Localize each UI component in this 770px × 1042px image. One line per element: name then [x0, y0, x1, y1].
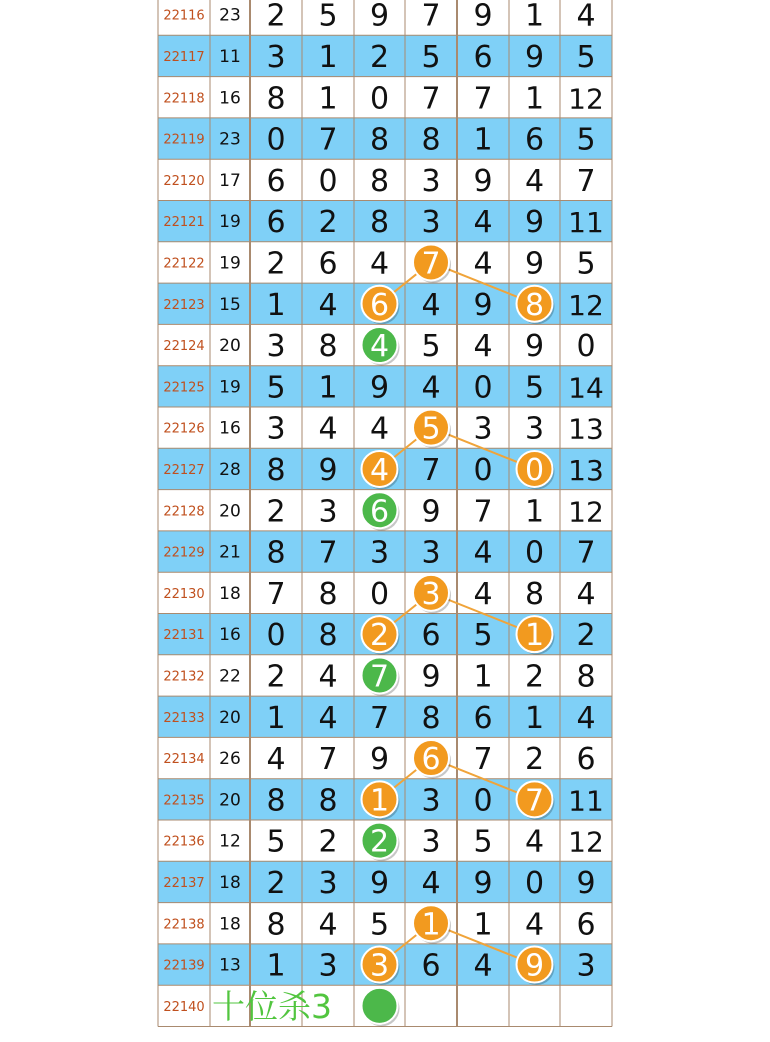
digit-cell: 4 — [524, 824, 545, 860]
digit-cell: 8 — [266, 81, 286, 117]
sum-value: 19 — [219, 253, 241, 274]
digit-cell: 3 — [421, 535, 441, 571]
sum-value: 20 — [219, 501, 241, 522]
sum-value: 11 — [219, 46, 241, 67]
digit-cell: 6 — [421, 948, 441, 984]
digit-cell: 1 — [524, 618, 545, 654]
digit-cell: 4 — [576, 576, 596, 612]
sum-value: 26 — [219, 749, 241, 770]
digit-cell: 3 — [369, 535, 390, 571]
digit-cell: 12 — [568, 495, 604, 529]
digit-cell: 8 — [369, 163, 390, 199]
digit-cell: 3 — [576, 948, 596, 984]
digit-cell: 2 — [369, 824, 390, 860]
digit-cell: 4 — [576, 0, 596, 34]
digit-cell: 9 — [576, 865, 596, 901]
digit-cell: 7 — [421, 81, 441, 117]
digit-cell: 3 — [524, 411, 545, 447]
sum-value: 12 — [219, 831, 241, 852]
digit-cell: 5 — [266, 824, 286, 860]
digit-cell: 9 — [318, 452, 338, 488]
digit-cell: 6 — [576, 742, 596, 778]
digit-cell: 9 — [524, 329, 545, 365]
issue-number: 22131 — [163, 628, 205, 644]
digit-cell: 2 — [318, 205, 338, 241]
digit-cell: 12 — [568, 82, 604, 116]
green-marker — [362, 988, 398, 1024]
digit-cell: 8 — [266, 783, 286, 819]
issue-number: 22121 — [163, 215, 205, 231]
digit-cell: 4 — [318, 907, 338, 943]
digit-cell: 14 — [568, 371, 604, 405]
digit-cell: 5 — [576, 246, 596, 282]
kill-note: 十位杀3 — [212, 986, 332, 1026]
digit-cell: 9 — [473, 163, 493, 199]
digit-cell: 1 — [473, 907, 493, 943]
digit-cell: 3 — [266, 411, 286, 447]
issue-number: 22138 — [163, 917, 205, 933]
sum-value: 23 — [219, 129, 241, 150]
digit-cell: 5 — [421, 39, 441, 75]
digit-cell: 6 — [524, 122, 545, 158]
digit-cell: 0 — [524, 535, 545, 571]
digit-cell: 1 — [524, 81, 545, 117]
digit-cell: 9 — [473, 287, 493, 323]
digit-cell: 11 — [568, 206, 604, 240]
issue-number: 22134 — [163, 752, 205, 768]
digit-cell: 6 — [318, 246, 338, 282]
digit-cell: 3 — [421, 824, 441, 860]
digit-cell: 11 — [568, 784, 604, 818]
issue-number: 22123 — [163, 297, 205, 313]
digit-cell: 5 — [576, 39, 596, 75]
digit-cell: 7 — [524, 783, 545, 819]
sum-value: 16 — [219, 88, 241, 109]
issue-number: 22126 — [163, 421, 205, 437]
digit-cell: 7 — [473, 494, 493, 530]
digit-cell: 2 — [524, 742, 545, 778]
digit-cell: 6 — [421, 618, 441, 654]
digit-cell: 9 — [524, 948, 545, 984]
digit-cell: 7 — [473, 81, 493, 117]
digit-cell: 4 — [318, 287, 338, 323]
digit-cell: 13 — [568, 412, 604, 446]
digit-cell: 1 — [318, 81, 338, 117]
digit-cell: 7 — [318, 122, 338, 158]
sum-value: 16 — [219, 418, 241, 439]
digit-cell: 4 — [473, 329, 493, 365]
digit-cell: 4 — [421, 287, 441, 323]
digit-cell: 4 — [369, 329, 390, 365]
digit-cell: 5 — [369, 907, 390, 943]
digit-cell: 7 — [421, 246, 441, 282]
digit-cell: 4 — [524, 907, 545, 943]
digit-cell: 9 — [524, 205, 545, 241]
digit-cell: 8 — [266, 535, 286, 571]
digit-cell: 4 — [318, 411, 338, 447]
digit-cell: 1 — [524, 700, 545, 736]
digit-cell: 1 — [524, 494, 545, 530]
digit-cell: 9 — [473, 865, 493, 901]
digit-cell: 3 — [318, 494, 338, 530]
digit-cell: 8 — [524, 576, 545, 612]
sum-value: 20 — [219, 707, 241, 728]
digit-cell: 2 — [266, 494, 286, 530]
digit-cell: 1 — [318, 370, 338, 406]
digit-cell: 1 — [266, 948, 286, 984]
issue-number: 22136 — [163, 834, 205, 850]
sum-value: 21 — [219, 542, 241, 563]
digit-cell: 4 — [266, 742, 286, 778]
digit-cell: 2 — [369, 618, 390, 654]
sum-value: 28 — [219, 459, 241, 480]
digit-cell: 0 — [473, 783, 493, 819]
digit-cell: 5 — [421, 329, 441, 365]
digit-cell: 8 — [369, 205, 390, 241]
digit-cell: 8 — [318, 329, 338, 365]
digit-cell: 9 — [524, 39, 545, 75]
digit-cell: 0 — [266, 618, 286, 654]
digit-cell: 7 — [576, 535, 596, 571]
digit-cell: 4 — [473, 576, 493, 612]
digit-cell: 4 — [369, 411, 390, 447]
digit-cell: 4 — [369, 246, 390, 282]
digit-cell: 4 — [473, 205, 493, 241]
digit-cell: 2 — [266, 246, 286, 282]
digit-cell: 2 — [318, 824, 338, 860]
digit-cell: 9 — [369, 0, 390, 34]
digit-cell: 7 — [369, 659, 390, 695]
issue-number: 22117 — [163, 49, 205, 65]
sum-value: 22 — [219, 666, 241, 687]
digit-cell: 13 — [568, 453, 604, 487]
issue-number: 22127 — [163, 462, 205, 478]
issue-number: 22122 — [163, 256, 205, 272]
digit-cell: 0 — [576, 329, 596, 365]
digit-cell: 9 — [369, 742, 390, 778]
issue-number: 22116 — [163, 8, 205, 24]
digit-cell: 7 — [576, 163, 596, 199]
digit-cell: 7 — [421, 452, 441, 488]
digit-cell: 5 — [266, 370, 286, 406]
digit-cell: 2 — [266, 0, 286, 34]
digit-cell: 3 — [266, 39, 286, 75]
digit-cell: 0 — [473, 370, 493, 406]
digit-cell: 3 — [266, 329, 286, 365]
issue-number: 22139 — [163, 958, 205, 974]
digit-cell: 7 — [421, 0, 441, 34]
digit-cell: 8 — [421, 700, 441, 736]
digit-cell: 1 — [524, 0, 545, 34]
issue-number: 22132 — [163, 669, 205, 685]
digit-cell: 3 — [421, 576, 441, 612]
issue-number: 22133 — [163, 710, 205, 726]
issue-number: 22124 — [163, 339, 205, 355]
issue-number: 22130 — [163, 586, 205, 602]
digit-cell: 9 — [369, 370, 390, 406]
issue-number: 22135 — [163, 793, 205, 809]
digit-cell: 4 — [369, 452, 390, 488]
digit-cell: 2 — [524, 659, 545, 695]
digit-cell: 5 — [318, 0, 338, 34]
digit-cell: 7 — [473, 742, 493, 778]
digit-cell: 3 — [421, 783, 441, 819]
digit-cell: 8 — [266, 907, 286, 943]
digit-cell: 6 — [369, 287, 390, 323]
sum-value: 18 — [219, 872, 241, 893]
digit-cell: 8 — [524, 287, 545, 323]
sum-value: 23 — [219, 5, 241, 26]
issue-number: 22119 — [163, 132, 205, 148]
digit-cell: 1 — [473, 122, 493, 158]
sum-value: 19 — [219, 377, 241, 398]
digit-cell: 4 — [318, 659, 338, 695]
digit-cell: 4 — [576, 700, 596, 736]
digit-cell: 7 — [266, 576, 286, 612]
digit-cell: 3 — [421, 163, 441, 199]
digit-cell: 0 — [266, 122, 286, 158]
digit-cell: 1 — [266, 700, 286, 736]
digit-cell: 3 — [318, 948, 338, 984]
digit-cell: 6 — [369, 494, 390, 530]
digit-cell: 5 — [473, 824, 493, 860]
digit-cell: 8 — [318, 783, 338, 819]
digit-cell: 9 — [473, 0, 493, 34]
digit-cell: 8 — [266, 452, 286, 488]
digit-cell: 9 — [524, 246, 545, 282]
digit-cell: 0 — [473, 452, 493, 488]
digit-cell: 1 — [473, 659, 493, 695]
issue-number: 22137 — [163, 875, 205, 891]
sum-value: 19 — [219, 212, 241, 233]
digit-cell: 6 — [473, 700, 493, 736]
sum-value: 15 — [219, 294, 241, 315]
digit-cell: 4 — [473, 246, 493, 282]
digit-cell: 1 — [318, 39, 338, 75]
issue-number: 22120 — [163, 173, 205, 189]
digit-cell: 7 — [369, 700, 390, 736]
digit-cell: 4 — [473, 948, 493, 984]
digit-cell: 8 — [421, 122, 441, 158]
sum-value: 18 — [219, 914, 241, 935]
sum-value: 13 — [219, 955, 241, 976]
digit-cell: 3 — [318, 865, 338, 901]
digit-cell: 6 — [421, 742, 441, 778]
digit-cell: 4 — [421, 370, 441, 406]
issue-number: 22128 — [163, 504, 205, 520]
sum-value: 16 — [219, 625, 241, 646]
digit-cell: 0 — [524, 865, 545, 901]
digit-cell: 3 — [421, 205, 441, 241]
sum-value: 20 — [219, 336, 241, 357]
issue-number: 22140 — [163, 999, 205, 1015]
digit-cell: 8 — [369, 122, 390, 158]
digit-cell: 5 — [576, 122, 596, 158]
digit-cell: 9 — [421, 494, 441, 530]
digit-cell: 4 — [318, 700, 338, 736]
digit-cell: 8 — [318, 618, 338, 654]
digit-cell: 0 — [524, 452, 545, 488]
digit-cell: 3 — [473, 411, 493, 447]
digit-cell: 1 — [369, 783, 390, 819]
digit-cell: 0 — [318, 163, 338, 199]
digit-cell: 5 — [421, 411, 441, 447]
digit-cell: 2 — [266, 659, 286, 695]
sum-value: 18 — [219, 583, 241, 604]
digit-cell: 12 — [568, 825, 604, 859]
digit-cell: 2 — [576, 618, 596, 654]
sum-value: 20 — [219, 790, 241, 811]
digit-cell: 1 — [266, 287, 286, 323]
digit-cell: 5 — [524, 370, 545, 406]
digit-cell: 8 — [318, 576, 338, 612]
digit-cell: 4 — [473, 535, 493, 571]
digit-cell: 4 — [421, 865, 441, 901]
digit-cell: 8 — [576, 659, 596, 695]
digit-cell: 6 — [576, 907, 596, 943]
digit-cell: 7 — [318, 535, 338, 571]
digit-cell: 12 — [568, 288, 604, 322]
digit-cell: 4 — [524, 163, 545, 199]
issue-number: 22118 — [163, 91, 205, 107]
digit-cell: 0 — [369, 576, 390, 612]
digit-cell: 1 — [421, 907, 441, 943]
digit-cell: 6 — [266, 205, 286, 241]
digit-cell: 5 — [473, 618, 493, 654]
digit-cell: 9 — [421, 659, 441, 695]
digit-cell: 7 — [318, 742, 338, 778]
digit-cell: 2 — [266, 865, 286, 901]
issue-number: 22125 — [163, 380, 205, 396]
digit-cell: 3 — [369, 948, 390, 984]
digit-cell: 9 — [369, 865, 390, 901]
digit-cell: 6 — [473, 39, 493, 75]
issue-number: 22129 — [163, 545, 205, 561]
digit-cell: 6 — [266, 163, 286, 199]
digit-cell: 0 — [369, 81, 390, 117]
sum-value: 17 — [219, 170, 241, 191]
digit-cell: 2 — [369, 39, 390, 75]
